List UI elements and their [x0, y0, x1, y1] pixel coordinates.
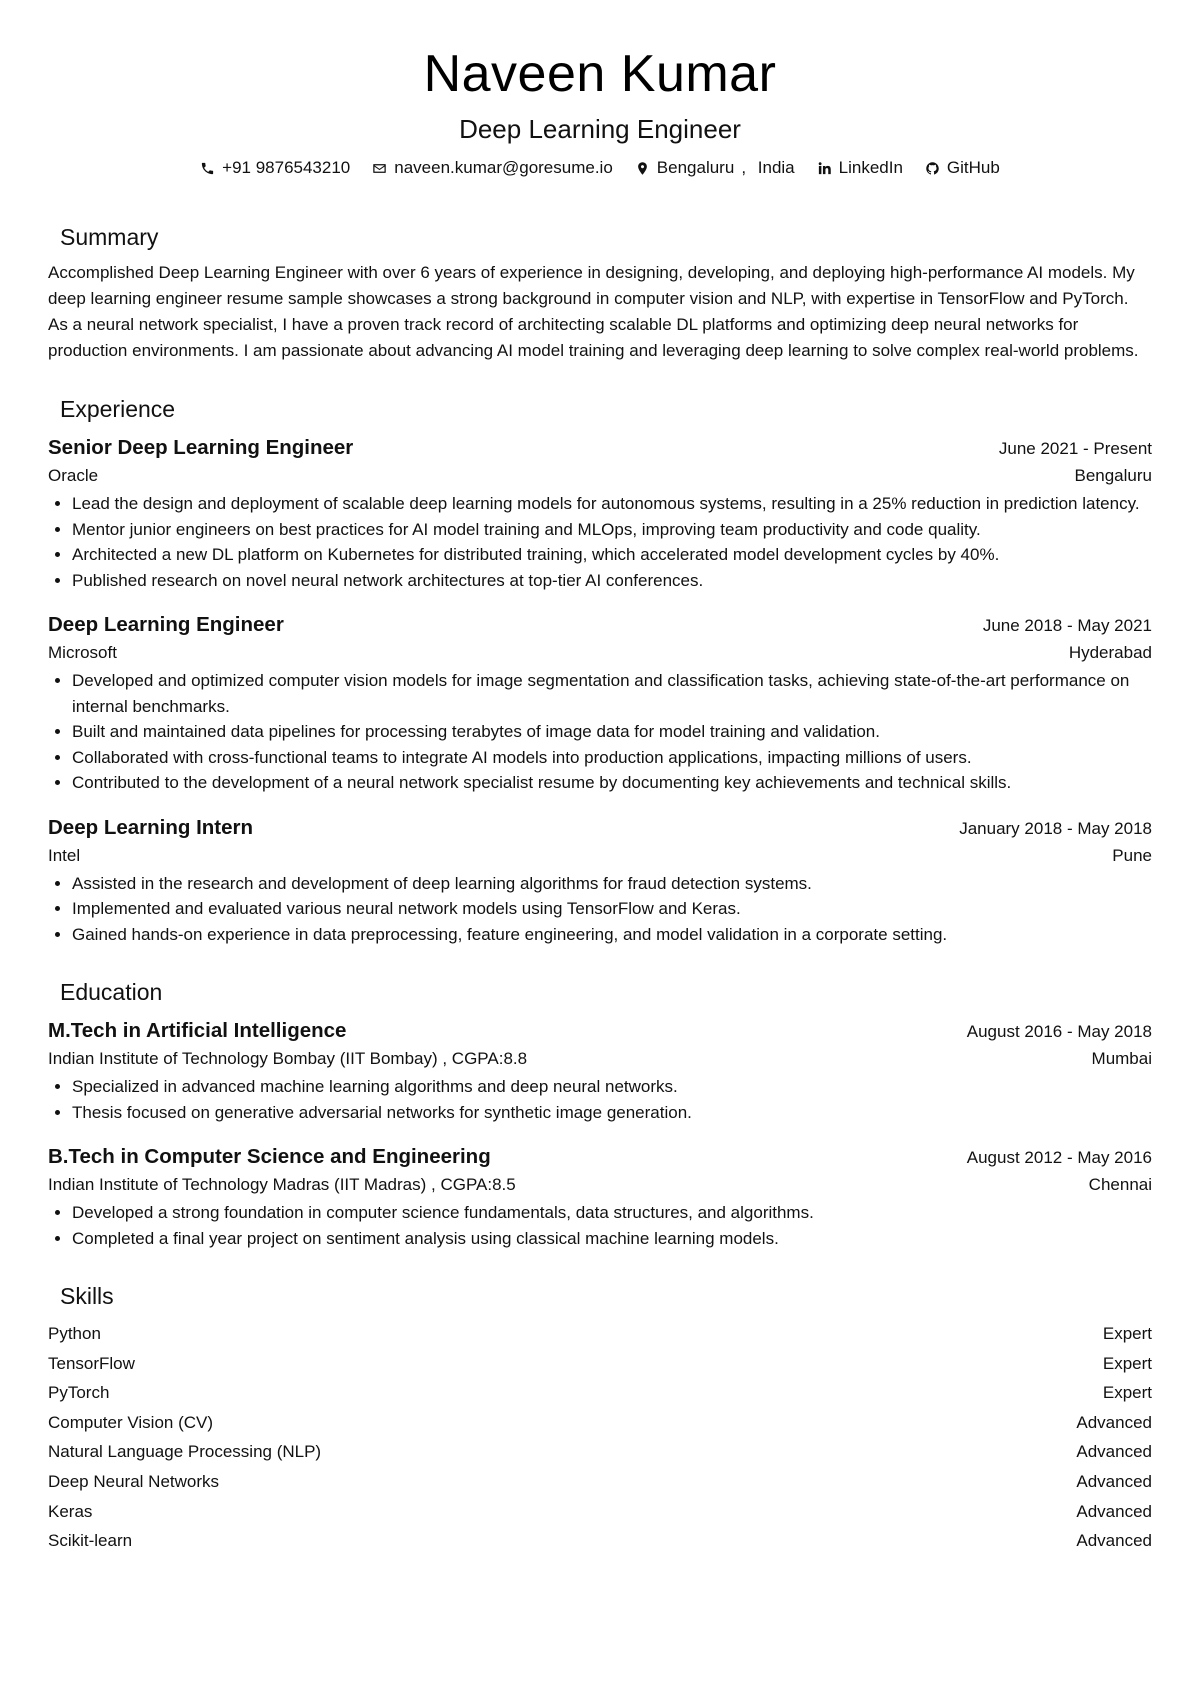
location-separator: ,: [741, 158, 751, 177]
skill-row: [48, 1497, 1152, 1527]
linkedin-icon: [817, 161, 832, 176]
skills-list: [48, 1319, 1152, 1556]
experience-entry-intel: [48, 814, 1152, 948]
bullet-item: • Thesis focused on generative adversarial networks for synthetic image generation.: [72, 1100, 1152, 1126]
email-icon: [372, 161, 387, 176]
skill-name: Natural Language Processing (NLP): [48, 1442, 322, 1462]
degree-dates: August 2016 - May 2018: [966, 1022, 1152, 1041]
job-title: Deep Learning Intern: [48, 815, 254, 839]
skill-name: PyTorch: [48, 1383, 110, 1403]
education-entry-btech: [48, 1143, 1152, 1251]
bullet-item: • Published research on novel neural network architectures at top-tier AI conferences.: [72, 568, 1152, 594]
degree-dates: August 2012 - May 2016: [966, 1148, 1152, 1167]
job-company: Intel: [48, 845, 81, 865]
phone-text: +91 9876543210: [222, 158, 351, 177]
skills-title: Skills: [60, 1283, 114, 1309]
contact-bar: [48, 156, 1152, 180]
location-city: Bengaluru: [656, 158, 735, 177]
resume-header: [48, 0, 1152, 180]
skill-row: [48, 1378, 1152, 1408]
skill-name: TensorFlow: [48, 1353, 135, 1373]
degree-school: Indian Institute of Technology Bombay (IIT Bombay) , CGPA:8.8: [48, 1049, 528, 1068]
degree-location: Chennai: [1088, 1175, 1152, 1194]
skill-level: Expert: [1102, 1324, 1152, 1343]
bullet-item: • Specialized in advanced machine learning algorithms and deep neural networks.: [72, 1074, 1152, 1100]
summary-section: [48, 222, 1152, 364]
bullet-item: • Developed and optimized computer vision models for image segmentation and classification tasks, achieving state-of-the-art performance on internal benchmarks.: [72, 668, 1152, 719]
contact-phone[interactable]: [200, 156, 350, 180]
bullet-item: • Collaborated with cross-functional teams to integrate AI models into production applications, impacting millions of users.: [72, 745, 1152, 771]
skill-name: Scikit-learn: [48, 1531, 133, 1551]
experience-entry-oracle: [48, 434, 1152, 593]
skill-level: Advanced: [1076, 1442, 1152, 1462]
skill-row: [48, 1437, 1152, 1467]
education-entry-mtech: [48, 1017, 1152, 1125]
experience-section: [48, 394, 1152, 947]
bullet-item: • Assisted in the research and development of deep learning algorithms for fraud detection systems.: [72, 871, 1152, 897]
linkedin-text: LinkedIn: [838, 158, 903, 177]
education-section: [48, 977, 1152, 1251]
github-icon: [925, 161, 940, 176]
skill-row: [48, 1526, 1152, 1556]
contact-email[interactable]: [372, 156, 613, 180]
skill-level: Advanced: [1076, 1412, 1152, 1432]
contact-github[interactable]: [925, 156, 1000, 180]
bullet-item: • Architected a new DL platform on Kubernetes for distributed training, which accelerated model development cycles by 40%.: [72, 542, 1152, 568]
skill-name: Python: [48, 1324, 101, 1343]
degree-school: Indian Institute of Technology Madras (IIT Madras) , CGPA:8.5: [48, 1175, 516, 1194]
summary-text: Accomplished Deep Learning Engineer with over 6 years of experience in designing, developing, and deploying high-performance AI models. My deep learning engineer resume sample showcases a strong background in computer vision and NLP, with expertise in TensorFlow and PyTorch. As a neural network specialist, I have a proven track record of architecting scalable DL platforms and optimizing deep neural networks for production environments. I am passionate about advancing AI model training and leveraging deep learning to solve complex real-world problems.: [48, 263, 1139, 360]
degree-location: Mumbai: [1091, 1049, 1152, 1068]
contact-location: [635, 156, 795, 180]
bullet-item: • Gained hands-on experience in data preprocessing, feature engineering, and model validation in a corporate setting.: [72, 922, 1152, 948]
skill-level: Expert: [1102, 1353, 1152, 1373]
skills-section: [48, 1281, 1152, 1556]
job-dates: June 2021 - Present: [998, 439, 1152, 458]
bullet-item: • Completed a final year project on sentiment analysis using classical machine learning models.: [72, 1226, 1152, 1252]
email-text: naveen.kumar@goresume.io: [394, 158, 613, 177]
skill-level: Expert: [1102, 1383, 1152, 1403]
bullet-item: • Mentor junior engineers on best practices for AI model training and MLOps, improving team productivity and code quality.: [72, 517, 1152, 543]
job-location: Pune: [1112, 845, 1152, 865]
degree-bullets: [48, 1200, 1152, 1251]
bullet-item: • Developed a strong foundation in computer science fundamentals, data structures, and algorithms.: [72, 1200, 1152, 1226]
job-bullets: [48, 491, 1152, 593]
job-company: Microsoft: [48, 643, 117, 662]
contact-linkedin[interactable]: [817, 156, 903, 180]
bullet-item: • Contributed to the development of a neural network specialist resume by documenting key achievements and technical skills.: [72, 770, 1152, 796]
github-text: GitHub: [946, 158, 1000, 177]
job-bullets: [48, 871, 1152, 948]
location-pin-icon: [635, 161, 650, 176]
skill-name: Deep Neural Networks: [48, 1471, 220, 1491]
skill-name: Keras: [48, 1501, 93, 1521]
location-country: India: [757, 158, 795, 177]
education-title: Education: [60, 979, 163, 1005]
job-bullets: [48, 668, 1152, 796]
skill-level: Advanced: [1076, 1471, 1152, 1491]
summary-title: Summary: [60, 224, 159, 250]
bullet-item: • Built and maintained data pipelines for processing terabytes of image data for model training and validation.: [72, 719, 1152, 745]
job-company: Oracle: [48, 466, 99, 485]
bullet-item: • Implemented and evaluated various neural network models using TensorFlow and Keras.: [72, 896, 1152, 922]
skill-row: [48, 1319, 1152, 1349]
candidate-name: Naveen Kumar: [423, 45, 777, 103]
job-dates: June 2018 - May 2021: [982, 616, 1152, 635]
experience-title: Experience: [60, 396, 176, 422]
bullet-item: • Lead the design and deployment of scalable deep learning models for autonomous systems, resulting in a 25% reduction in prediction latency.: [72, 491, 1152, 517]
job-dates: January 2018 - May 2018: [959, 818, 1152, 838]
candidate-role: Deep Learning Engineer: [459, 114, 741, 144]
phone-icon: [200, 161, 215, 176]
skill-name: Computer Vision (CV): [48, 1412, 214, 1432]
experience-entry-microsoft: [48, 611, 1152, 796]
degree-title: B.Tech in Computer Science and Engineering: [48, 1145, 491, 1168]
skill-level: Advanced: [1076, 1501, 1152, 1521]
job-title: Senior Deep Learning Engineer: [48, 436, 354, 459]
degree-bullets: [48, 1074, 1152, 1125]
job-title: Deep Learning Engineer: [48, 613, 284, 636]
skill-row: [48, 1467, 1152, 1497]
job-location: Hyderabad: [1068, 643, 1152, 662]
skill-row: [48, 1349, 1152, 1379]
degree-title: M.Tech in Artificial Intelligence: [48, 1019, 347, 1042]
skill-row: [48, 1408, 1152, 1438]
job-location: Bengaluru: [1074, 466, 1152, 485]
skill-level: Advanced: [1076, 1531, 1152, 1551]
